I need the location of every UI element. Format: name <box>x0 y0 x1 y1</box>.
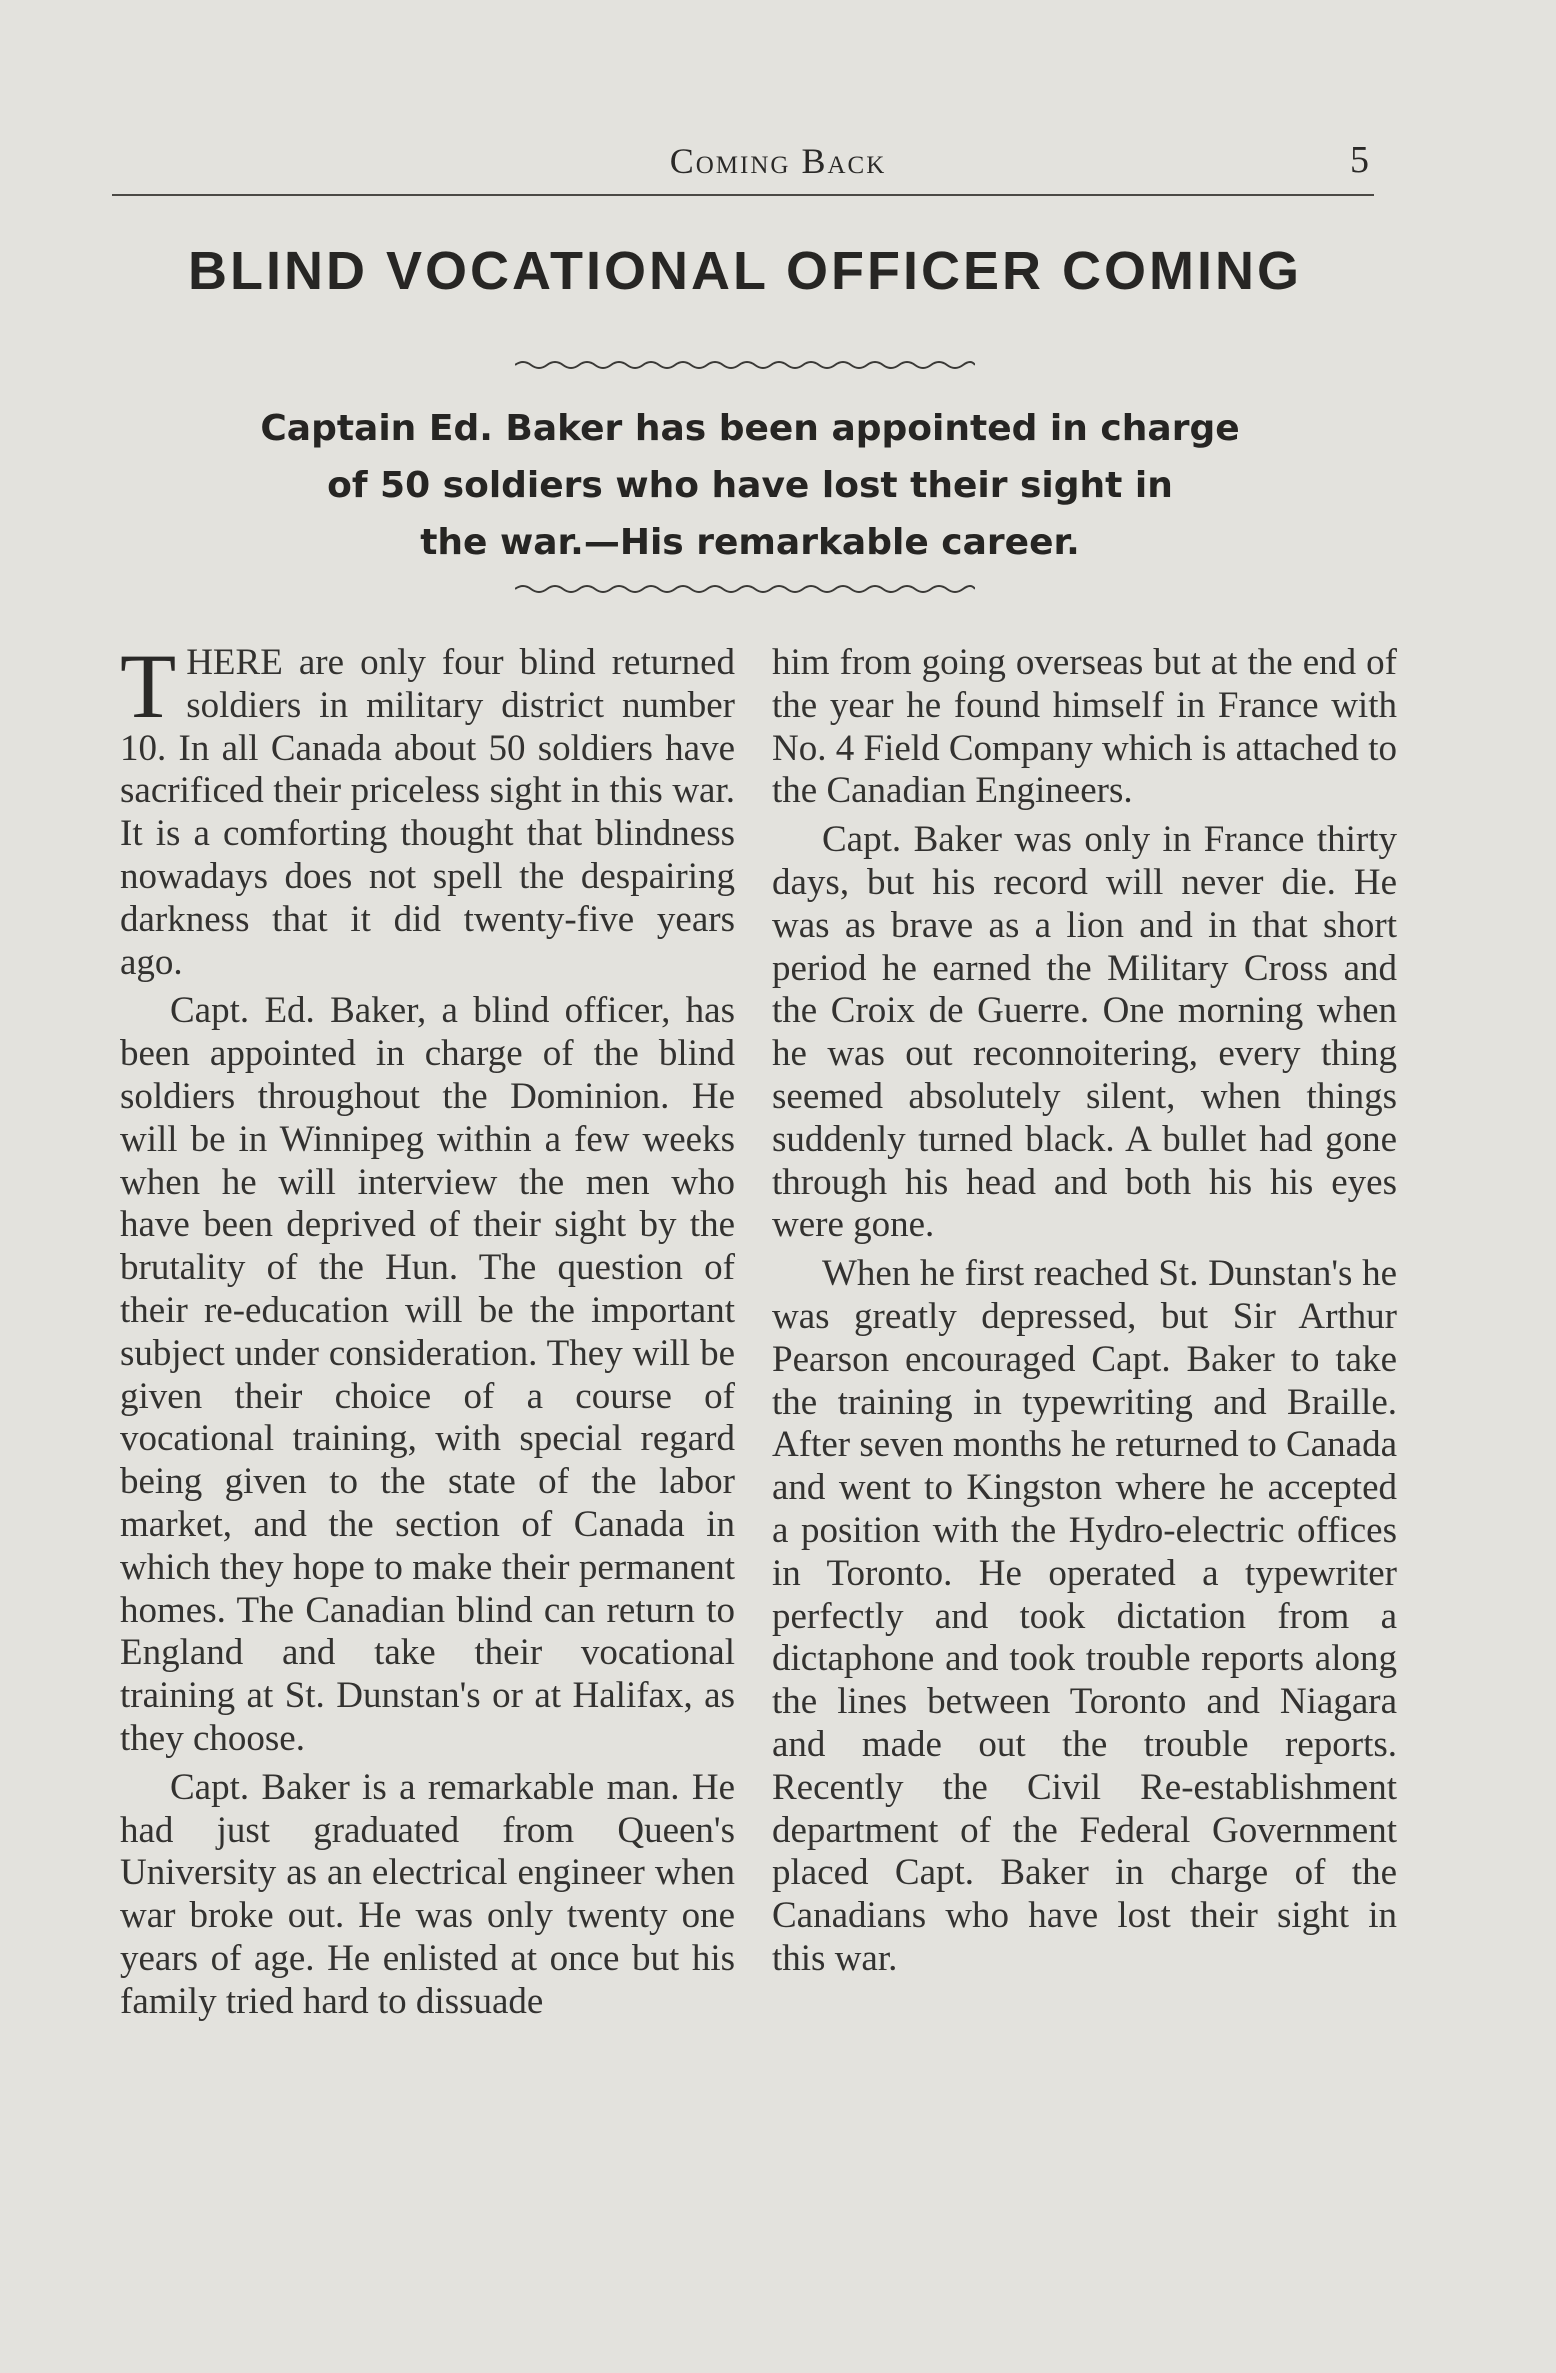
article-title: BLIND VOCATIONAL OFFICER COMING <box>188 241 1302 301</box>
subtitle-line: of 50 soldiers who have lost their sight in <box>327 465 1173 506</box>
paragraph: Capt. Ed. Baker, a blind officer, has been appointed in charge of the blind soldiers throughout the Dominion. He will be in Winnipeg within a few weeks when he will interview the men who have been deprived of their sight by the brutality of the Hun. The question of their re-education will be the important subject under consideration. They will be given their choice of a course of vocational training, with special regard being given to the state of the labor market, and the section of Canada in which they hope to make their permanent homes. The Canadian blind can return to England and take their vocational training at St. Dunstan's or at Halifax, as they choose. <box>120 990 735 1759</box>
paragraph: him from going overseas but at the end of the year he found himself in France with No. 4 Field Company which is attached to the Canadian Engineers. <box>772 642 1397 812</box>
wavy-divider-bottom <box>515 580 975 598</box>
paragraph <box>120 635 735 984</box>
paragraph: Capt. Baker was only in France thirty days, but his record will never die. He was as brave as a lion and in that short period he earned the Military Cross and the Croix de Guerre. One morning when he was out reconnoitering, every thing seemed absolutely silent, when things suddenly turned black. A bullet had gone through his head and both his his eyes were gone. <box>772 819 1397 1246</box>
paragraph-text: HERE are only four blind returned soldiers in military district number 10. In all Canada about 50 soldiers have sacrificed their priceless sight in this war. It is a comforting thought that blindness nowadays does not spell the despairing darkness that it did twenty-five years ago. <box>120 642 735 983</box>
subtitle-line: Captain Ed. Baker has been appointed in charge <box>260 408 1240 449</box>
header-rule <box>112 194 1374 196</box>
paragraph: When he first reached St. Dunstan's he was greatly depressed, but Sir Arthur Pearson encouraged Capt. Baker to take the training in typewriting and Braille. After seven months he returned to Canada and went to Kingston where he accepted a position with the Hydro-electric offices in Toronto. He operated a typewriter perfectly and took dictation from a dictaphone and took trouble reports along the lines between Toronto and Niagara and made out the trouble reports. Recently the Civil Re-establishment department of the Federal Government placed Capt. Baker in charge of the Canadians who have lost their sight in this war. <box>772 1253 1397 1979</box>
running-head: Coming Back <box>669 141 887 181</box>
wavy-divider-top <box>515 356 975 374</box>
subtitle-line: the war.—His remarkable career. <box>420 522 1080 563</box>
article-subtitle <box>200 400 1300 571</box>
page-number: 5 <box>1350 139 1369 181</box>
right-column <box>772 642 1397 1987</box>
paragraph: Capt. Baker is a remarkable man. He had just graduated from Queen's University as an electrical engineer when war broke out. He was only twenty one years of age. He enlisted at once but his family tried hard to dissuade <box>120 1766 735 2022</box>
drop-cap: T <box>120 635 177 737</box>
left-column <box>120 635 735 2030</box>
